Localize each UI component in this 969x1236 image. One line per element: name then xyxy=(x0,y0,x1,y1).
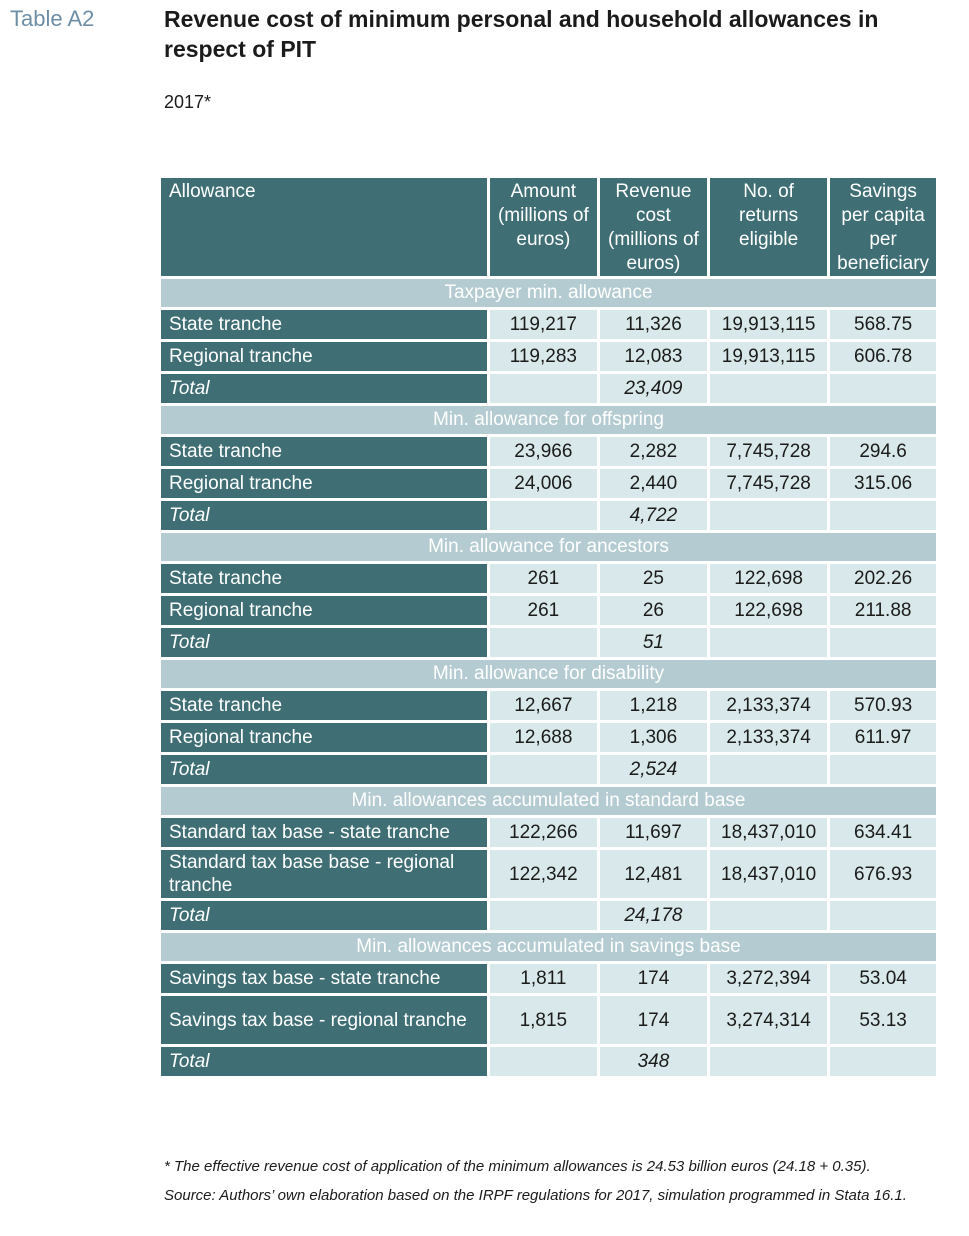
row-name: Standard tax base base - regional tranche xyxy=(161,850,487,898)
row-amount: 1,815 xyxy=(490,996,597,1044)
row-name: Regional tranche xyxy=(161,723,487,752)
row-amount: 119,217 xyxy=(490,310,597,339)
row-savings: 53.04 xyxy=(830,964,936,993)
row-returns: 2,133,374 xyxy=(710,723,827,752)
row-amount: 261 xyxy=(490,596,597,625)
row-name: Savings tax base - state tranche xyxy=(161,964,487,993)
row-revenue-cost: 174 xyxy=(600,964,707,993)
total-row xyxy=(161,374,936,403)
total-revenue-cost: 2,524 xyxy=(600,755,707,784)
row-amount: 24,006 xyxy=(490,469,597,498)
total-label: Total xyxy=(161,628,487,657)
row-savings: 570.93 xyxy=(830,691,936,720)
row-name: State tranche xyxy=(161,691,487,720)
row-amount: 23,966 xyxy=(490,437,597,466)
row-amount: 12,667 xyxy=(490,691,597,720)
row-returns: 18,437,010 xyxy=(710,850,827,898)
row-savings: 611.97 xyxy=(830,723,936,752)
total-returns-empty xyxy=(710,501,827,530)
section-title: Taxpayer min. allowance xyxy=(161,279,936,307)
row-revenue-cost: 11,697 xyxy=(600,818,707,847)
row-name: State tranche xyxy=(161,564,487,593)
row-revenue-cost: 11,326 xyxy=(600,310,707,339)
row-savings: 676.93 xyxy=(830,850,936,898)
table-row xyxy=(161,310,936,339)
total-returns-empty xyxy=(710,374,827,403)
row-returns: 19,913,115 xyxy=(710,342,827,371)
section-header-row xyxy=(161,933,936,961)
row-name: State tranche xyxy=(161,437,487,466)
row-amount: 12,688 xyxy=(490,723,597,752)
total-label: Total xyxy=(161,374,487,403)
row-revenue-cost: 2,282 xyxy=(600,437,707,466)
total-row xyxy=(161,501,936,530)
total-amount-empty xyxy=(490,755,597,784)
row-savings: 568.75 xyxy=(830,310,936,339)
table-row xyxy=(161,691,936,720)
table-row xyxy=(161,596,936,625)
row-name: Regional tranche xyxy=(161,469,487,498)
total-label: Total xyxy=(161,1047,487,1076)
row-amount: 122,266 xyxy=(490,818,597,847)
row-returns: 2,133,374 xyxy=(710,691,827,720)
row-savings: 211.88 xyxy=(830,596,936,625)
total-savings-empty xyxy=(830,755,936,784)
table-year: 2017* xyxy=(164,92,212,112)
total-revenue-cost: 348 xyxy=(600,1047,707,1076)
table-body xyxy=(161,279,936,1076)
row-returns: 3,272,394 xyxy=(710,964,827,993)
table-row xyxy=(161,469,936,498)
row-returns: 18,437,010 xyxy=(710,818,827,847)
row-savings: 634.41 xyxy=(830,818,936,847)
total-savings-empty xyxy=(830,901,936,930)
table-row xyxy=(161,437,936,466)
table-label: Table A2 xyxy=(10,6,95,31)
total-amount-empty xyxy=(490,1047,597,1076)
total-returns-empty xyxy=(710,901,827,930)
row-revenue-cost: 25 xyxy=(600,564,707,593)
section-header-row xyxy=(161,533,936,561)
total-savings-empty xyxy=(830,374,936,403)
row-savings: 606.78 xyxy=(830,342,936,371)
row-amount: 122,342 xyxy=(490,850,597,898)
total-label: Total xyxy=(161,901,487,930)
row-returns: 122,698 xyxy=(710,596,827,625)
row-amount: 261 xyxy=(490,564,597,593)
table-row xyxy=(161,564,936,593)
row-amount: 119,283 xyxy=(490,342,597,371)
total-revenue-cost: 51 xyxy=(600,628,707,657)
col-header-allowance: Allowance xyxy=(161,178,487,276)
row-revenue-cost: 2,440 xyxy=(600,469,707,498)
row-name: Savings tax base - regional tranche xyxy=(161,996,487,1044)
total-savings-empty xyxy=(830,628,936,657)
total-revenue-cost: 4,722 xyxy=(600,501,707,530)
row-savings: 315.06 xyxy=(830,469,936,498)
row-revenue-cost: 1,218 xyxy=(600,691,707,720)
section-title: Min. allowances accumulated in standard base xyxy=(161,787,936,815)
table-row xyxy=(161,723,936,752)
col-header-returns: No. of returns eligible xyxy=(710,178,827,276)
section-header-row xyxy=(161,406,936,434)
total-row xyxy=(161,901,936,930)
allowance-table xyxy=(158,175,939,1079)
row-revenue-cost: 12,083 xyxy=(600,342,707,371)
row-amount: 1,811 xyxy=(490,964,597,993)
row-savings: 202.26 xyxy=(830,564,936,593)
total-revenue-cost: 24,178 xyxy=(600,901,707,930)
total-returns-empty xyxy=(710,755,827,784)
col-header-revenue-cost: Revenue cost (millions of euros) xyxy=(600,178,707,276)
total-amount-empty xyxy=(490,501,597,530)
total-row xyxy=(161,1047,936,1076)
row-returns: 7,745,728 xyxy=(710,469,827,498)
total-returns-empty xyxy=(710,1047,827,1076)
col-header-amount: Amount (millions of euros) xyxy=(490,178,597,276)
total-amount-empty xyxy=(490,901,597,930)
section-header-row xyxy=(161,279,936,307)
row-returns: 19,913,115 xyxy=(710,310,827,339)
table-header-row xyxy=(161,178,936,276)
row-revenue-cost: 12,481 xyxy=(600,850,707,898)
total-amount-empty xyxy=(490,628,597,657)
table-row xyxy=(161,996,936,1044)
total-label: Total xyxy=(161,501,487,530)
total-savings-empty xyxy=(830,501,936,530)
section-header-row xyxy=(161,660,936,688)
section-title: Min. allowances accumulated in savings base xyxy=(161,933,936,961)
row-name: Regional tranche xyxy=(161,596,487,625)
table-title: Revenue cost of minimum personal and household allowances in respect of PIT xyxy=(164,6,879,62)
section-title: Min. allowance for disability xyxy=(161,660,936,688)
row-name: Regional tranche xyxy=(161,342,487,371)
row-revenue-cost: 26 xyxy=(600,596,707,625)
row-savings: 294.6 xyxy=(830,437,936,466)
total-label: Total xyxy=(161,755,487,784)
total-row xyxy=(161,755,936,784)
source-note: Source: Authors’ own elaboration based on the IRPF regulations for 2017, simulation programmed in Stata 16.1. xyxy=(164,1187,907,1204)
row-returns: 7,745,728 xyxy=(710,437,827,466)
footnote: * The effective revenue cost of application of the minimum allowances is 24.53 billion euros (24.18 + 0.35). xyxy=(164,1158,871,1175)
row-name: State tranche xyxy=(161,310,487,339)
row-returns: 3,274,314 xyxy=(710,996,827,1044)
total-savings-empty xyxy=(830,1047,936,1076)
section-title: Min. allowance for ancestors xyxy=(161,533,936,561)
section-title: Min. allowance for offspring xyxy=(161,406,936,434)
row-revenue-cost: 1,306 xyxy=(600,723,707,752)
row-revenue-cost: 174 xyxy=(600,996,707,1044)
table-row xyxy=(161,964,936,993)
row-name: Standard tax base - state tranche xyxy=(161,818,487,847)
total-row xyxy=(161,628,936,657)
row-savings: 53.13 xyxy=(830,996,936,1044)
total-amount-empty xyxy=(490,374,597,403)
table-row xyxy=(161,850,936,898)
col-header-savings: Savings per capita per beneficiary xyxy=(830,178,936,276)
total-revenue-cost: 23,409 xyxy=(600,374,707,403)
total-returns-empty xyxy=(710,628,827,657)
row-returns: 122,698 xyxy=(710,564,827,593)
table-row xyxy=(161,342,936,371)
section-header-row xyxy=(161,787,936,815)
table-row xyxy=(161,818,936,847)
